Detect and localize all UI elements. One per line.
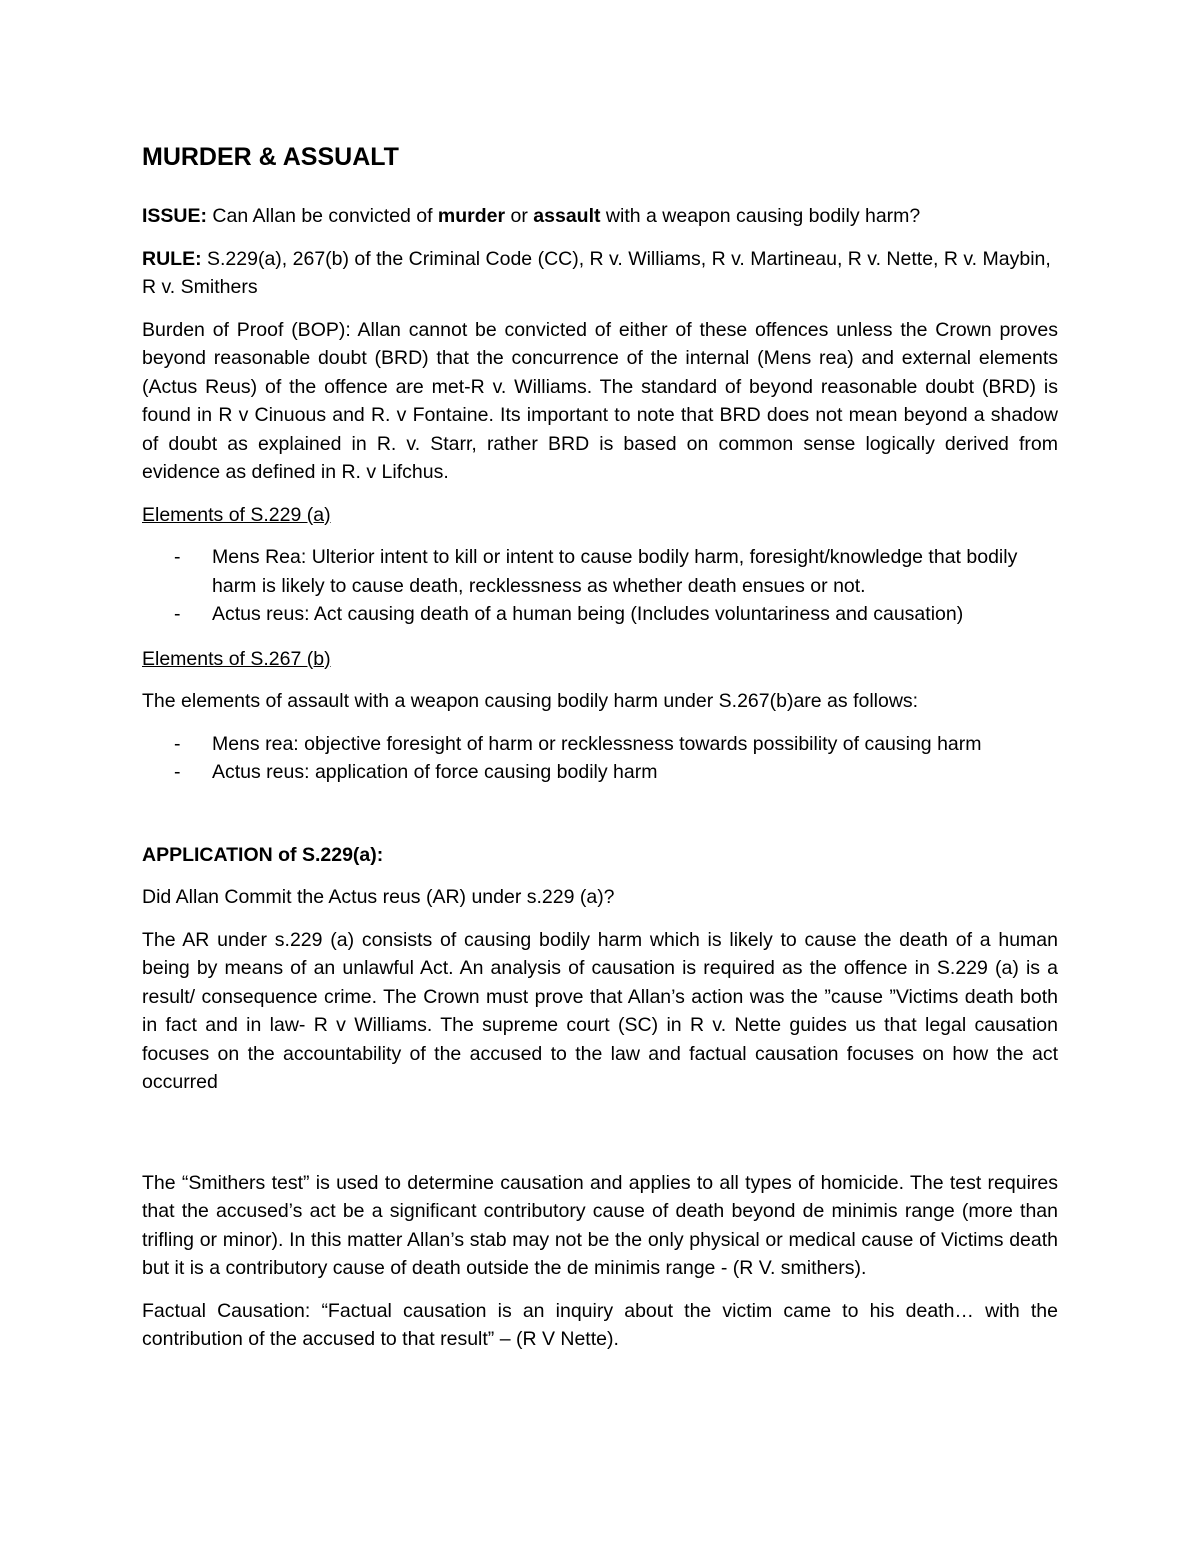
list-item-text: Actus reus: application of force causing bodily harm (212, 761, 658, 783)
rule-text: S.229(a), 267(b) of the Criminal Code (CC), R v. Williams, R v. Martineau, R v. Nette, R v. Maybin, R v. Smithers (142, 247, 1051, 298)
rule-label: RULE: (142, 247, 202, 270)
factual-causation-paragraph: Factual Causation: “Factual causation is an inquiry about the victim came to his death… with the contribution of the accused to that result” – (R V Nette). (142, 1299, 1058, 1350)
section-spacer (142, 1111, 1058, 1169)
section-spacer (142, 803, 1058, 841)
elements-229-heading: Elements of S.229 (a) (142, 503, 331, 526)
list-item-text: Mens Rea: Ulterior intent to kill or intent to cause bodily harm, foresight/knowledge that bodily harm is likely to cause death, recklessness as whether death ensues or not. (212, 546, 1018, 597)
application-question: Did Allan Commit the Actus reus (AR) under s.229 (a)? (142, 886, 615, 908)
issue-murder: murder (437, 205, 506, 227)
dash-bullet: - (174, 603, 181, 625)
list-item (142, 600, 1058, 629)
issue-label: ISSUE: (142, 205, 208, 227)
list-item (142, 543, 1058, 600)
issue-text-1: Can Allan be convicted of (207, 205, 438, 227)
list-item (142, 730, 1058, 759)
issue-text-3: with a weapon causing bodily harm? (600, 205, 921, 227)
issue-assault: assault (533, 205, 601, 227)
dash-bullet: - (174, 546, 181, 568)
smithers-test-paragraph: The “Smithers test” is used to determine causation and applies to all types of homicide. The test requires that the accused’s act be a significant contributory cause of death beyond de minimis range (more than trifling or minor). In this matter Allan’s stab may not be the only physical or medical cause of Victims death but it is a contributory cause of death outside the de minimis range - (R V. smithers). (142, 1171, 1058, 1279)
application-heading: APPLICATION of S.229(a): (142, 843, 384, 866)
rule-paragraph (142, 245, 1058, 302)
application-paragraph-1: The AR under s.229 (a) consists of causing bodily harm which is likely to cause the death of a human being by means of an unlawful Act. An analysis of causation is required as the offence in S.229 (a) is a result/ consequence crime. The Crown must prove that Allan’s action was the ”cause ”Victims death both in fact and in law- R v Williams. The supreme court (SC) in R v. Nette guides us that legal causation focuses on the accountability of the accused to the law and factual causation focuses on how the act occurred (142, 928, 1058, 1093)
document-title: MURDER & ASSUALT (142, 143, 399, 171)
dash-bullet: - (174, 761, 181, 783)
document-page (142, 140, 1058, 1368)
list-item-text: Mens rea: objective foresight of harm or recklessness towards possibility of causing harm (212, 732, 982, 755)
elements-267-heading: Elements of S.267 (b) (142, 647, 331, 670)
elements-267-intro: The elements of assault with a weapon causing bodily harm under S.267(b)are as follows: (142, 690, 919, 712)
issue-text-2: or (505, 205, 534, 227)
issue-paragraph (142, 202, 1058, 231)
elements-267-list (142, 730, 1058, 787)
elements-229-list (142, 543, 1058, 629)
list-item-text: Actus reus: Act causing death of a human being (Includes voluntariness and causation) (212, 603, 964, 625)
burden-of-proof-paragraph: Burden of Proof (BOP): Allan cannot be convicted of either of these offences unless the Crown proves beyond reasonable doubt (BRD) that the concurrence of the internal (Mens rea) and external elements (Actus Reus) of the offence are met-R v. Williams. The standard of beyond reasonable doubt (BRD) is found in R v Cinuous and R. v Fontaine. Its important to note that BRD does not mean beyond a shadow of doubt as explained in R. v. Starr, rather BRD is based on common sense logically derived from evidence as defined in R. v Lifchus. (142, 318, 1058, 483)
dash-bullet: - (174, 732, 181, 755)
list-item (142, 758, 1058, 787)
